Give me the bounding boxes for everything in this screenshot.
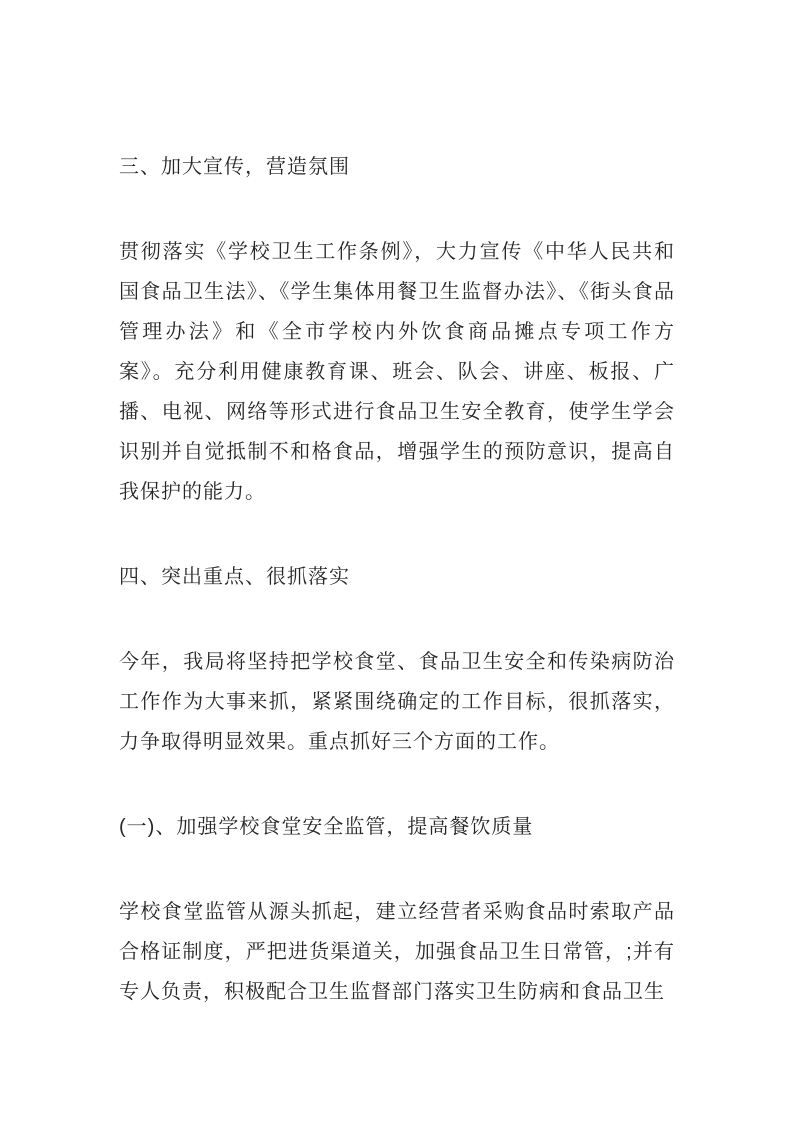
paragraph-canteen-supervision: 学校食堂监管从源头抓起，建立经营者采购食品时索取产品合格证制度，严把进货渠道关，加强食品卫生日常管，;并有专人负责，积极配合卫生监督部门落实卫生防病和食品卫生 [119, 901, 675, 1003]
section-heading-publicity: 三、加大宣传，营造氛围 [119, 156, 350, 178]
paragraph-publicity-measures: 贯彻落实《学校卫生工作条例》，大力宣传《中华人民共和国食品卫生法》、《学生集体用餐卫生监督办法》、《街头食品管理办法》和《全市学校内外饮食商品摊点专项工作方案》。充分利用健康教育课、班会、队会、讲座、板报、广播、电视、网络等形式进行食品卫生安全教育，使学生学会识别并自觉抵制不和格食品，增强学生的预防意识，提高自我保护的能力。 [119, 241, 675, 503]
document-content [119, 147, 675, 1012]
subsection-heading-canteen-supervision: (一)、加强学校食堂安全监管，提高餐饮质量 [119, 816, 534, 838]
paragraph-work-goals: 今年，我局将坚持把学校食堂、食品卫生安全和传染病防治工作作为大事来抓，紧紧围绕确定的工作目标，很抓落实，力争取得明显效果。重点抓好三个方面的工作。 [119, 651, 675, 753]
section-heading-key-points: 四、突出重点、很抓落实 [119, 566, 350, 588]
